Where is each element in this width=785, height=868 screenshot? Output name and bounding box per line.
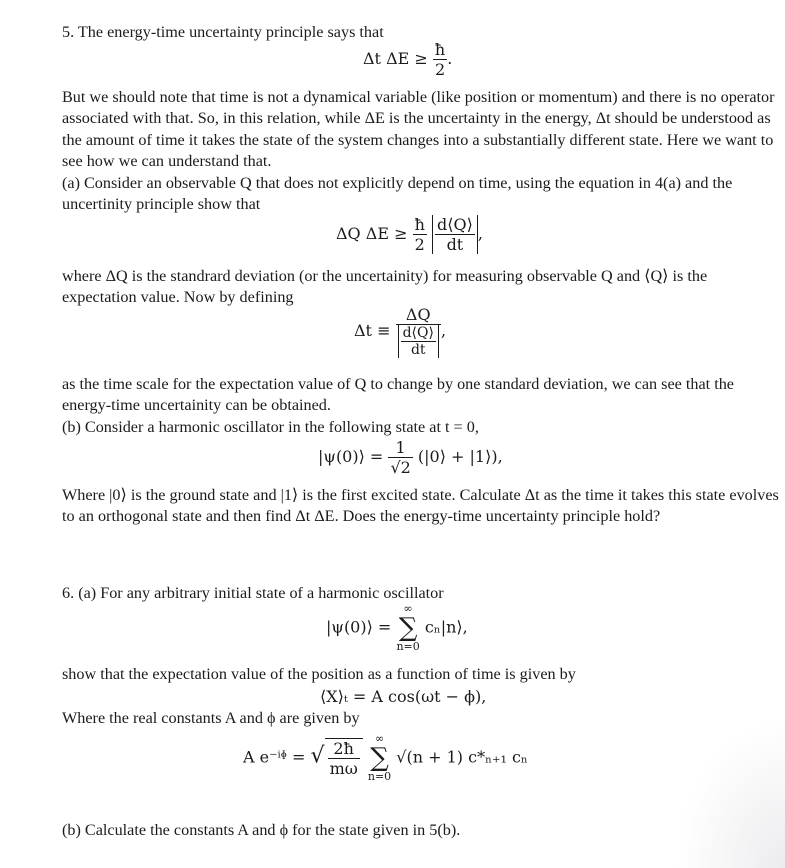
eq3-fraction: [396, 305, 441, 358]
eq1-fraction: [433, 40, 447, 79]
eq3-derivative: [401, 325, 436, 358]
eq5-rhs: cₙ|n⟩,: [424, 617, 468, 637]
eq5-sum-lower: n=0: [396, 640, 420, 653]
sigma-icon: ∑: [398, 613, 418, 643]
eq3-tail: ,: [440, 321, 447, 340]
eq7-rhs: √(n + 1) c*ₙ₊₁ cₙ: [396, 747, 528, 767]
problem5-paragraph-4: Where |0⟩ is the ground state and |1⟩ is the first excited state. Calculate Δt as the time it takes this state evolves to an orthogonal state and then find Δt ΔE. Does the energy-time uncertainty principle hold?: [62, 486, 779, 526]
eq7-summation: [368, 733, 391, 783]
eq3-derivative-numerator: d⟨Q⟩: [402, 325, 434, 341]
problem6-paragraph-5: show that the expectation value of the position as a function of time is given by: [62, 665, 576, 683]
eq2-coef-denominator: 2: [413, 234, 427, 254]
equation-constants: [243, 733, 528, 783]
equation-initial-state: [318, 438, 503, 477]
eq1-numerator: ħ: [434, 40, 446, 59]
eq2-derivative-denominator: dt: [435, 234, 475, 254]
problem6-intro: 6. (a) For any arbitrary initial state of a harmonic oscillator: [62, 584, 444, 602]
eq3-absolute-value: [398, 325, 439, 358]
equation-general-state: [326, 603, 468, 653]
eq3-derivative-denominator: dt: [401, 341, 436, 358]
eq7-frac-numerator: 2ħ: [333, 738, 354, 758]
problem5-paragraph-1: But we should note that time is not a dynamical variable (like position or momentum) and there is no operator associated with that. So, in this relation, while ΔE is the uncertainty in the energy, Δt should be understood as the amount of time it takes the state of the system changes into a substantially different state. Here we want to see how we can understand that.: [62, 88, 775, 170]
problem5-paragraph-2: where ΔQ is the standrard deviation (or the uncertainity) for measuring observable Q and ⟨Q⟩ is the expectation value. Now by defining: [62, 267, 708, 307]
eq2-absolute-value: [432, 215, 478, 254]
eq7-sum-lower: n=0: [367, 770, 392, 783]
eq4-numerator: 1: [395, 438, 406, 457]
eq2-tail: ,: [477, 224, 483, 243]
eq1-tail: .: [447, 49, 453, 68]
eq2-lhs: ΔQ ΔE ≥: [336, 224, 408, 243]
eq4-rhs: (|0⟩ + |1⟩),: [417, 447, 503, 466]
problem5-paragraph-3: as the time scale for the expectation value of Q to change by one standard deviation, we can see that the energy-time uncertainity can be obtained.: [62, 375, 734, 415]
eq4-lhs: |ψ(0)⟩ =: [318, 447, 384, 466]
eq5-summation: [396, 603, 419, 653]
eq1-lhs: Δt ΔE ≥: [363, 49, 428, 68]
equation-observable-uncertainty: [336, 215, 483, 254]
radical-icon: √: [310, 743, 325, 769]
problem6-part-b: (b) Calculate the constants A and ϕ for the state given in 5(b).: [62, 821, 461, 839]
eq2-derivative: [435, 215, 475, 254]
equation-time-scale: [354, 305, 446, 358]
eq3-lhs: Δt ≡: [354, 321, 391, 340]
eq7-fraction: [328, 739, 360, 778]
eq3-denominator: [396, 324, 441, 358]
problem6-paragraph-6: Where the real constants A and ϕ are given by: [62, 709, 360, 727]
problem5-part-b: (b) Consider a harmonic oscillator in the following state at t = 0,: [62, 418, 479, 436]
eq7-square-root: [325, 738, 363, 778]
eq7-lhs: A e⁻ⁱᶲ =: [243, 747, 306, 767]
eq4-fraction: [388, 438, 412, 477]
eq2-derivative-numerator: d⟨Q⟩: [436, 215, 473, 234]
eq2-coef-numerator: ħ: [414, 215, 425, 234]
problem5-intro: 5. The energy-time uncertainty principle says that: [62, 23, 384, 41]
eq7-frac-denominator: mω: [329, 758, 358, 778]
problem5-part-a: (a) Consider an observable Q that does not explicitly depend on time, using the equation in 4(a) and the uncertinity principle show that: [62, 174, 733, 214]
eq1-denominator: 2: [433, 59, 447, 79]
eq7-sum-upper: ∞: [374, 732, 385, 745]
eq2-coefficient: [413, 215, 427, 254]
eq3-numerator: ΔQ: [405, 305, 431, 324]
eq4-denominator: √2: [390, 458, 411, 477]
eq5-lhs: |ψ(0)⟩ =: [326, 617, 392, 637]
eq5-sum-upper: ∞: [403, 602, 413, 615]
equation-position-expectation: ⟨X⟩ₜ = A cos(ωt − ϕ),: [320, 687, 487, 706]
photo-shading: [675, 718, 785, 868]
sigma-icon: ∑: [370, 743, 389, 773]
equation-energy-time: [363, 40, 452, 79]
